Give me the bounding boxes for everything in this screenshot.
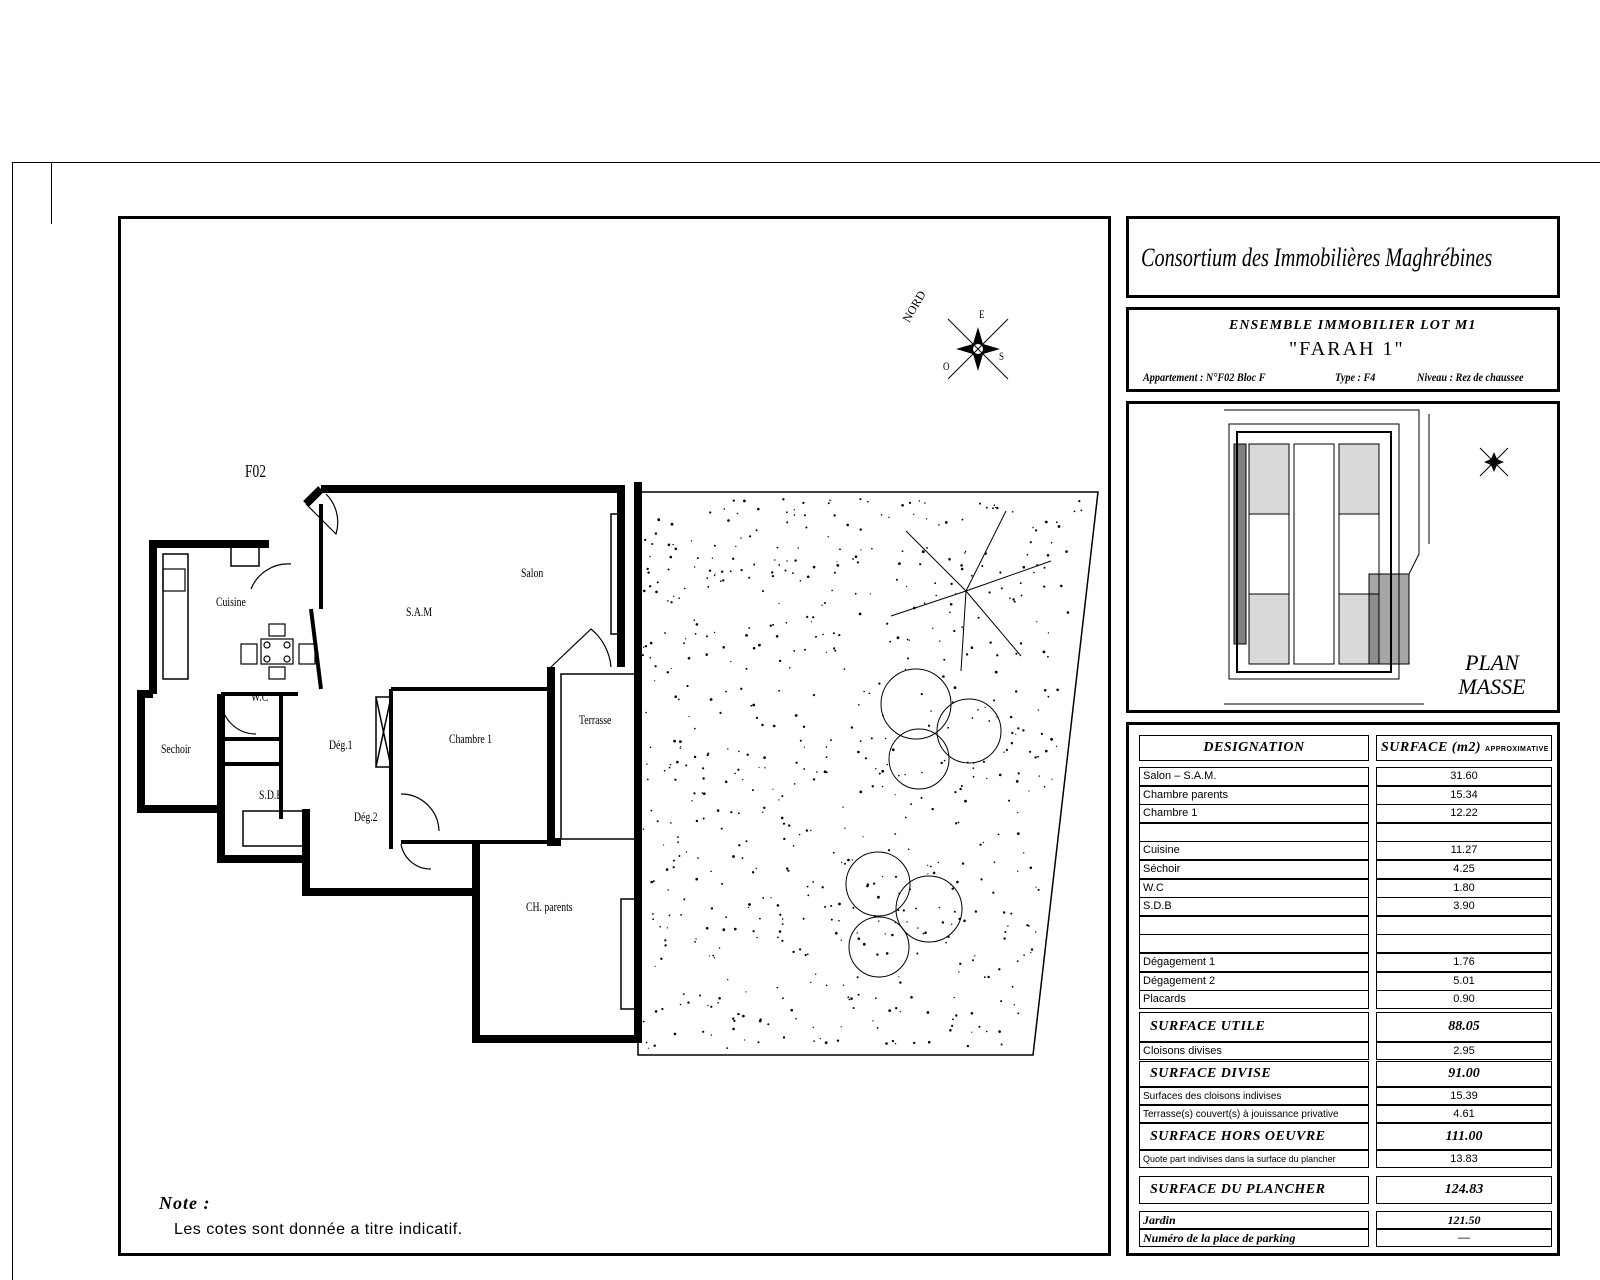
unit-tag: F02 [245,461,267,481]
company-name: Consortium des Immobilières Maghrébines [1141,243,1493,272]
surface-row-label [1139,916,1369,935]
terrasse-value: 4.61 [1376,1105,1552,1123]
room-label-chambre1: Chambre 1 [449,731,493,746]
palm-tree [846,511,1051,977]
surface-row-label: W.C [1139,879,1369,898]
header-designation: DESIGNATION [1139,735,1369,761]
compass-s: S [999,349,1005,363]
surface-row-label: Chambre parents [1139,786,1369,805]
surface-row-value: 15.34 [1376,786,1552,805]
plan-masse-line1: PLAN [1465,650,1519,675]
plancher-value: 124.83 [1376,1176,1552,1204]
room-label-sam: S.A.M [406,604,433,619]
indivises-value: 15.39 [1376,1087,1552,1105]
surface-divise-label: SURFACE DIVISE [1139,1061,1369,1087]
surface-row-label: Placards [1139,990,1369,1009]
company-box [1126,216,1560,298]
surface-row-value: 4.25 [1376,860,1552,879]
project-level: Niveau : Rez de chaussee [1417,370,1524,384]
quote-label: Quote part indivises dans la surface du plancher [1139,1150,1369,1168]
header-surface: SURFACE (m2) [1381,740,1482,755]
surface-row-value: 3.90 [1376,897,1552,916]
surface-row-label: Dégagement 1 [1139,953,1369,972]
floor-plan-drawing [121,219,1108,1253]
compass-e: E [979,307,985,321]
surface-row-label [1139,934,1369,953]
surface-row-value: 1.80 [1376,879,1552,898]
project-apartment: Appartement : N°F02 Bloc F [1143,370,1266,384]
surface-row-label: Séchoir [1139,860,1369,879]
surface-row-value: 11.27 [1376,841,1552,860]
surface-row-value [1376,934,1552,953]
plan-masse-label [1447,651,1537,699]
surface-row-value: 31.60 [1376,767,1552,786]
surface-divise-value: 91.00 [1376,1061,1552,1087]
garden [638,492,1098,1055]
cloisons-value: 2.95 [1376,1042,1552,1060]
parking-value: –– [1376,1229,1552,1247]
header-approx: APPROXIMATIVE [1485,746,1549,753]
surface-row-value: 5.01 [1376,972,1552,991]
jardin-label: Jardin [1139,1211,1369,1229]
cloisons-label: Cloisons divises [1139,1042,1369,1060]
project-box [1126,307,1560,392]
surface-row-label: S.D.B [1139,897,1369,916]
room-label-chparents: CH. parents [526,899,573,914]
surface-row-label: Salon – S.A.M. [1139,767,1369,786]
plancher-label: SURFACE DU PLANCHER [1139,1176,1369,1204]
surface-table-box [1126,722,1560,1256]
terrasse-label: Terrasse(s) couvert(s) à jouissance privative [1139,1105,1369,1123]
room-label-deg1: Dég.1 [329,737,353,752]
note-text: Les cotes sont donnée a titre indicatif. [174,1221,463,1238]
room-label-deg2: Dég.2 [354,809,378,824]
surface-utile-value: 88.05 [1376,1012,1552,1042]
project-name: "FARAH 1" [1289,338,1405,360]
room-label-cuisine: Cuisine [216,594,246,609]
project-line1: ENSEMBLE IMMOBILIER LOT M1 [1229,318,1477,333]
frame-left-line [12,162,13,1280]
surface-row-value [1376,823,1552,842]
compass-o: O [943,359,950,373]
compass-nord: NORD [899,288,929,325]
room-label-salon: Salon [521,565,544,580]
surface-row-value [1376,916,1552,935]
site-compass-icon [1480,448,1508,476]
hors-oeuvre-value: 111.00 [1376,1123,1552,1150]
floor-plan-panel [118,216,1111,1256]
surface-utile-label: SURFACE UTILE [1139,1012,1369,1042]
note-title: Note : [159,1193,211,1213]
room-label-wc: W.C [251,689,269,704]
surface-row-label: Cuisine [1139,841,1369,860]
surface-row-label [1139,823,1369,842]
room-label-sechoir: Sechoir [161,741,191,756]
hors-oeuvre-label: SURFACE HORS OEUVRE [1139,1123,1369,1150]
room-label-sdb: S.D.B [259,787,283,802]
surface-row-value: 0.90 [1376,990,1552,1009]
jardin-value: 121.50 [1376,1211,1552,1229]
site-plan-box [1126,401,1560,713]
frame-top-line [12,162,1600,163]
surface-row-label: Dégagement 2 [1139,972,1369,991]
surface-row-value: 12.22 [1376,804,1552,823]
quote-value: 13.83 [1376,1150,1552,1168]
plan-masse-line2: MASSE [1458,674,1526,699]
project-type: Type : F4 [1335,370,1376,384]
frame-tick [51,162,52,224]
indivises-label: Surfaces des cloisons indivises [1139,1087,1369,1105]
surface-row-label: Chambre 1 [1139,804,1369,823]
header-surface-cell [1376,735,1552,761]
room-label-terrasse: Terrasse [579,712,612,727]
surface-row-value: 1.76 [1376,953,1552,972]
parking-label: Numéro de la place de parking [1139,1229,1369,1247]
